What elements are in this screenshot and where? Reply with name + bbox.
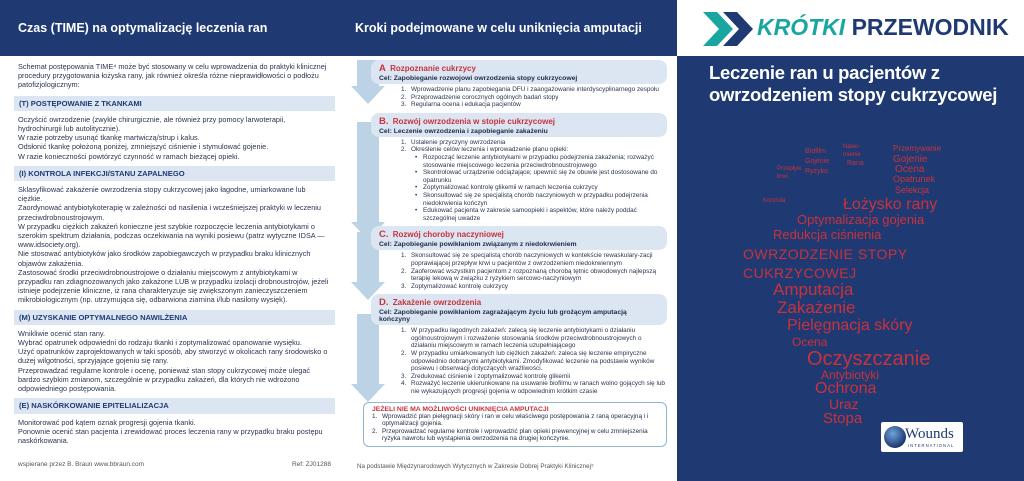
- section-title: (E) NASKÓRKOWANIE EPITELIALIZACJA: [14, 398, 335, 413]
- cloud-word: Przemywanie: [893, 144, 942, 153]
- cloud-word: Gojenie: [805, 158, 830, 165]
- cloud-word: Ochrona: [815, 380, 877, 397]
- list-item: 1. Skonsultować się ze specjalistą chorób naczyniowych w kontekście rewaskulary-zacji poprawiającej przepływ krwi u pacjentów z owrzodzeniem niedokrwiennym: [401, 252, 653, 267]
- step-goal: Cel: Zapobieganie powikłaniom zagrażającym życiu lub grożącym amputacją kończyny: [379, 309, 627, 324]
- sub-list-item: • Zoptymalizować kontrolę glikemii w ramach leczenia cukrzycy: [415, 184, 667, 192]
- list-item: 1. Ustalenie przyczyny owrzodzenia: [401, 138, 506, 146]
- list-item: 3. Regularna ocena i edukacja pacjentów: [401, 101, 521, 109]
- logo-subword: INTERNATIONAL: [908, 443, 955, 448]
- section-moisture: [18, 310, 331, 394]
- list-item: 3. Zoptymalizować kontrolę cukrzycy: [401, 282, 508, 290]
- cloud-word: Zakażenie: [777, 298, 856, 317]
- cloud-word: mienie: [843, 152, 861, 158]
- amputation-box-title: JEŻELI NIE MA MOŻLIWOŚCI UNIKNIĘCIA AMPUTACJI: [372, 405, 549, 413]
- section-title: (I) KONTROLA INFEKCJI/STANU ZAPALNEGO: [14, 166, 335, 181]
- list-item: 2. Określenie celów leczenia i wprowadzenie planu opieki: • Rozpocząć leczenie antybiotykami w przypadku podejrzenia zakażenia; rozważyć stosowanie miejscowego leczenia przeciwdrobnoustrojowego • Skontrolować urządzenie odciążające; upewnić się że obuwie jest dostosowane do opatrunku • Zoptymalizować kontrolę glikemii w ramach leczenia cukrzycy • Skonsultować się ze specjalistą chorób naczyniowych w przypadku podejrzenia niedokrwienia kończyn • Edukować pacjenta w zakresie samoopieki i aspektów, które należy poddać szczególnej uwadze: [401, 146, 667, 222]
- step-letter: A: [379, 63, 386, 74]
- cloud-word: OWRZODZENIE STOPY: [743, 246, 908, 262]
- section-infection: [18, 166, 331, 305]
- section-line: Sklasyfikować zakażenie owrzodzenia stopy cukrzycowej jako łagodne, umiarkowane lub ciężkie.: [18, 185, 306, 204]
- time-column-header: Czas (TIME) na optymalizację leczenia ran: [0, 0, 343, 56]
- cover-column: [677, 0, 1024, 481]
- cloud-word: Stopa: [823, 410, 863, 427]
- list-item: 2. Przeprowadzać regularne kontrole i wprowadzić plan opieki prewencyjnej w celu zmniejszenia ryzyka nawrotu lub wystąpienia owrzodzenia na drugiej kończynie.: [372, 427, 648, 443]
- reference-code: Ref: ZJ01288: [291, 461, 331, 468]
- sub-list-item: • Skontrolować urządzenie odciążające; upewnić się że obuwie jest dostosowane do opatrunku: [415, 169, 667, 184]
- step-goal: Cel: Zapobieganie rozwojowi owrzodzenia stopy cukrzycowej: [379, 75, 578, 82]
- amputation-unavoidable-box: [363, 402, 667, 447]
- cloud-word: Uraz: [829, 396, 859, 412]
- cloud-word: Ryzyko: [805, 168, 828, 175]
- cloud-word: Oczyszczanie: [807, 348, 931, 370]
- sub-list-item: • Skonsultować się ze specjalistą chorób naczyniowych w przypadku podejrzenia niedokrwienia kończyn: [415, 192, 667, 207]
- cloud-word: Amputacja: [773, 280, 854, 299]
- cover-title-line: Leczenie ran u pacjentów z: [709, 62, 940, 83]
- section-line: W przypadku ciężkich zakażeń konieczne jest szybkie rozpoczęcie leczenia antybiotykami o szerokim spektrum działania, podczas oczekiwania na wyniki posiewu (patrz wytyczne IDSA — www.idsociety.org).: [18, 221, 325, 250]
- step-goal: Cel: Zapobieganie powikłaniom związanym z niedokrwieniem: [379, 241, 577, 249]
- brand-banner: [677, 0, 1024, 56]
- logo-word: Wounds: [905, 426, 954, 442]
- cloud-word: Biofilm: [805, 148, 827, 155]
- section-line: Zaordynować antybiotykoterapię w zależności od nasilenia i wcześniejszej praktyki w leczeniu przeciwdrobnoustrojowym.: [18, 203, 321, 222]
- list-item: 1. W przypadku łagodnych zakażeń: zalecą się leczenie antybiotykami o działaniu ogólnoustrojowym i rozważenie stosowania środków przeciwdrobnoustrojowych o działaniu miejscowym w ramach leczenia uzupełniającego: [401, 327, 642, 350]
- brand-title: [757, 14, 1009, 41]
- section-line: Nie stosować antybiotyków jako środków zapobiegawczych w przypadku braku klinicznych objawów zakażenia.: [18, 249, 311, 268]
- cloud-word: Redukcja ciśnienia: [773, 227, 882, 242]
- steps-column: [343, 0, 677, 481]
- cloud-word: Pielęgnacja skóry: [787, 317, 913, 334]
- list-item: 2. Zaoferować wszystkim pacjentom z rozpoznaną chorobą tętnic obwodowych najlepszą terapię lekową w związku z ryzykiem sercowo-naczyniowym: [401, 267, 657, 283]
- cloud-word: Łożysko rany: [843, 196, 938, 213]
- step-b: [357, 113, 667, 223]
- section-line: Użyć opatrunków zaprojektowanych w taki sposób, aby stworzyć w okolicach rany środowisko o dużej wilgotności, sprzyjające gojeniu się rany.: [18, 347, 328, 366]
- section-line: Odsłonić tkankę położoną poniżej, zmniejszyć ciśnienie i stymulować gojenie.: [18, 142, 269, 152]
- cloud-word: Selekcja: [895, 185, 930, 195]
- sponsor-note: wspierane przez B. Braun www.bbraun.com: [18, 461, 145, 468]
- section-line: Wnikliwie ocenić stan rany.: [18, 328, 106, 338]
- time-column: [0, 0, 343, 481]
- section-line: Monitorować pod kątem oznak progresji gojenia tkanki.: [18, 417, 196, 427]
- cloud-word: Ocena: [792, 335, 828, 349]
- section-line: Przeprowadzać regularne kontrole i ocenę, ponieważ stan stopy cukrzycowej może ulegać bardzo szybkim zmianom, szczególnie w przypadku zakażeń, dla których nie wdrożono odpowiedniego postępowania.: [18, 365, 311, 394]
- cloud-word: Ocena: [895, 164, 925, 175]
- list-item: 1. Wprowadzenie planu zapobiegania DFU i zaangażowanie interdyscyplinarnego zespołu: [401, 86, 659, 93]
- step-title: Rozpoznanie cukrzycy: [390, 64, 476, 73]
- section-line: Ponownie ocenić stan pacjenta i zrewidować proces leczenia rany w przypadku braku postępu naskórkowania.: [18, 426, 323, 445]
- step-goal: Cel: Leczenie owrzodzenia i zapobieganie zakażeniu: [379, 127, 548, 135]
- cloud-word: Optymalizacja gojenia: [797, 212, 925, 227]
- step-title: Rozwój choroby naczyniowej: [392, 230, 504, 240]
- sub-list-item: • Rozpocząć leczenie antybiotykami w przypadku podejrzenia zakażenia; rozważyć stosowanie miejscowego leczenia przeciwdrobnoustrojowego: [415, 154, 667, 169]
- list-item: 3. Zredukować ciśnienie i zoptymalizować kontrolę glikemii: [401, 372, 571, 380]
- list-item: 2. W przypadku umiarkowanych lub ciężkich zakażeń: zaleca się leczenie empiryczne odpowiednio dobranymi antybiotykami. Zmodyfikować leczenie na podstawie wyników posiewu i obserwacji dotyczących wrażliwości.: [401, 350, 655, 373]
- brand-word-short: KRÓTKI: [757, 14, 846, 40]
- section-line: Wybrać opatrunek odpowiedni do rodzaju tkanki i zoptymalizować opanowanie wysięku.: [18, 338, 302, 348]
- list-item: 2. Przeprowadzenie corocznych ogólnych badań stopy: [401, 93, 559, 101]
- globe-icon: [884, 426, 906, 448]
- cloud-word: Antybiotyki: [821, 368, 880, 382]
- section-epithelial: [18, 398, 331, 445]
- section-line: W razie potrzeby usunąć tkankę martwiczą/strup i kalus.: [18, 133, 200, 143]
- wounds-international-logo: [881, 422, 963, 452]
- step-a: [357, 60, 667, 109]
- cover-title: [709, 62, 1014, 106]
- cloud-word: CUKRZYCOWEJ: [743, 265, 857, 281]
- list-item: 1. Wprowadzić plan pielęgnacji skóry i ran w celu właściwego postępowania z raną operacyjną i i optymalizacji gojenia.: [372, 412, 649, 428]
- brand-word-guide: PRZEWODNIK: [851, 14, 1009, 40]
- cloud-word: Opatrunek: [893, 174, 936, 184]
- cloud-word: Rana: [847, 160, 864, 167]
- step-letter: D.: [379, 297, 389, 309]
- step-letter: B.: [379, 115, 389, 127]
- section-title: (M) UZYSKANIE OPTYMALNEGO NAWILŻENIA: [14, 310, 335, 325]
- step-letter: C.: [379, 229, 389, 241]
- chevron-right-icon: [703, 12, 755, 46]
- step-c: [357, 226, 667, 290]
- step-title: Rozwój owrzodzenia w stopie cukrzycowej: [392, 116, 555, 126]
- section-line: Zastosować środki przeciwdrobnoustrojowe o działaniu miejscowym z antybiotykami w przypadku ran zdiagnozowanych jako zakażone LUB w przypadku izolacji drobnoustrojów, jeżeli istnieje podejrzenie kliniczne, iż rana charakteryzuje się zwiększonym zanieczyszczeniem mikrobiologicznym (np. utrzymująca się, odbarwiona ziarnina i/lub nasilony wysięk).: [18, 267, 329, 305]
- sub-list-item: • Edukować pacjenta w zakresie samoopieki i aspektów, które należy poddać szczególnej uwadze: [415, 207, 667, 222]
- step-title: Zakażenie owrzodzenia: [392, 298, 482, 308]
- section-line: Oczyścić owrzodzenie (zwykle chirurgicznie, ale również przy pomocy larwoterapii, hydrochirurgii lub autolitycznie).: [18, 114, 286, 134]
- word-cloud: [677, 130, 1024, 430]
- time-intro: Schemat postępowania TIME⁴ może być stosowany w celu wprowadzenia do praktyki klinicznej procedury przygotowania łożyska rany, jak również określa różne nieprawidłowości o podłożu patofizjologicznym:: [18, 62, 327, 90]
- step-d: [357, 294, 667, 395]
- cloud-word: Gojenie: [893, 154, 928, 165]
- list-item: 4. Rozważyć leczenie ukierunkowane na usuwanie biofilmu w ranach wolno gojących się lub nie wykazujących progresji gojenia w odpowiednim krótkim czasie: [401, 380, 665, 396]
- guidelines-source: Na podstawie Międzynarodowych Wytycznych w Zakresie Dobrej Praktyki Klinicznej⁵: [357, 463, 594, 470]
- section-line: W razie konieczności powtórzyć czynność w ramach bieżącej opieki.: [18, 151, 240, 161]
- cloud-word: Kontrola: [763, 198, 786, 204]
- cloud-word: Przepływ: [777, 166, 802, 172]
- cloud-word: krwi: [777, 174, 788, 180]
- cloud-word: Nawo-: [843, 144, 861, 150]
- section-title: (T) POSTĘPOWANIE Z TKANKAMI: [14, 96, 335, 111]
- section-tissue: [18, 96, 331, 161]
- steps-column-header: Kroki podejmowane w celu uniknięcia amputacji: [343, 0, 677, 56]
- cover-title-line: owrzodzeniem stopy cukrzycowej: [709, 84, 998, 105]
